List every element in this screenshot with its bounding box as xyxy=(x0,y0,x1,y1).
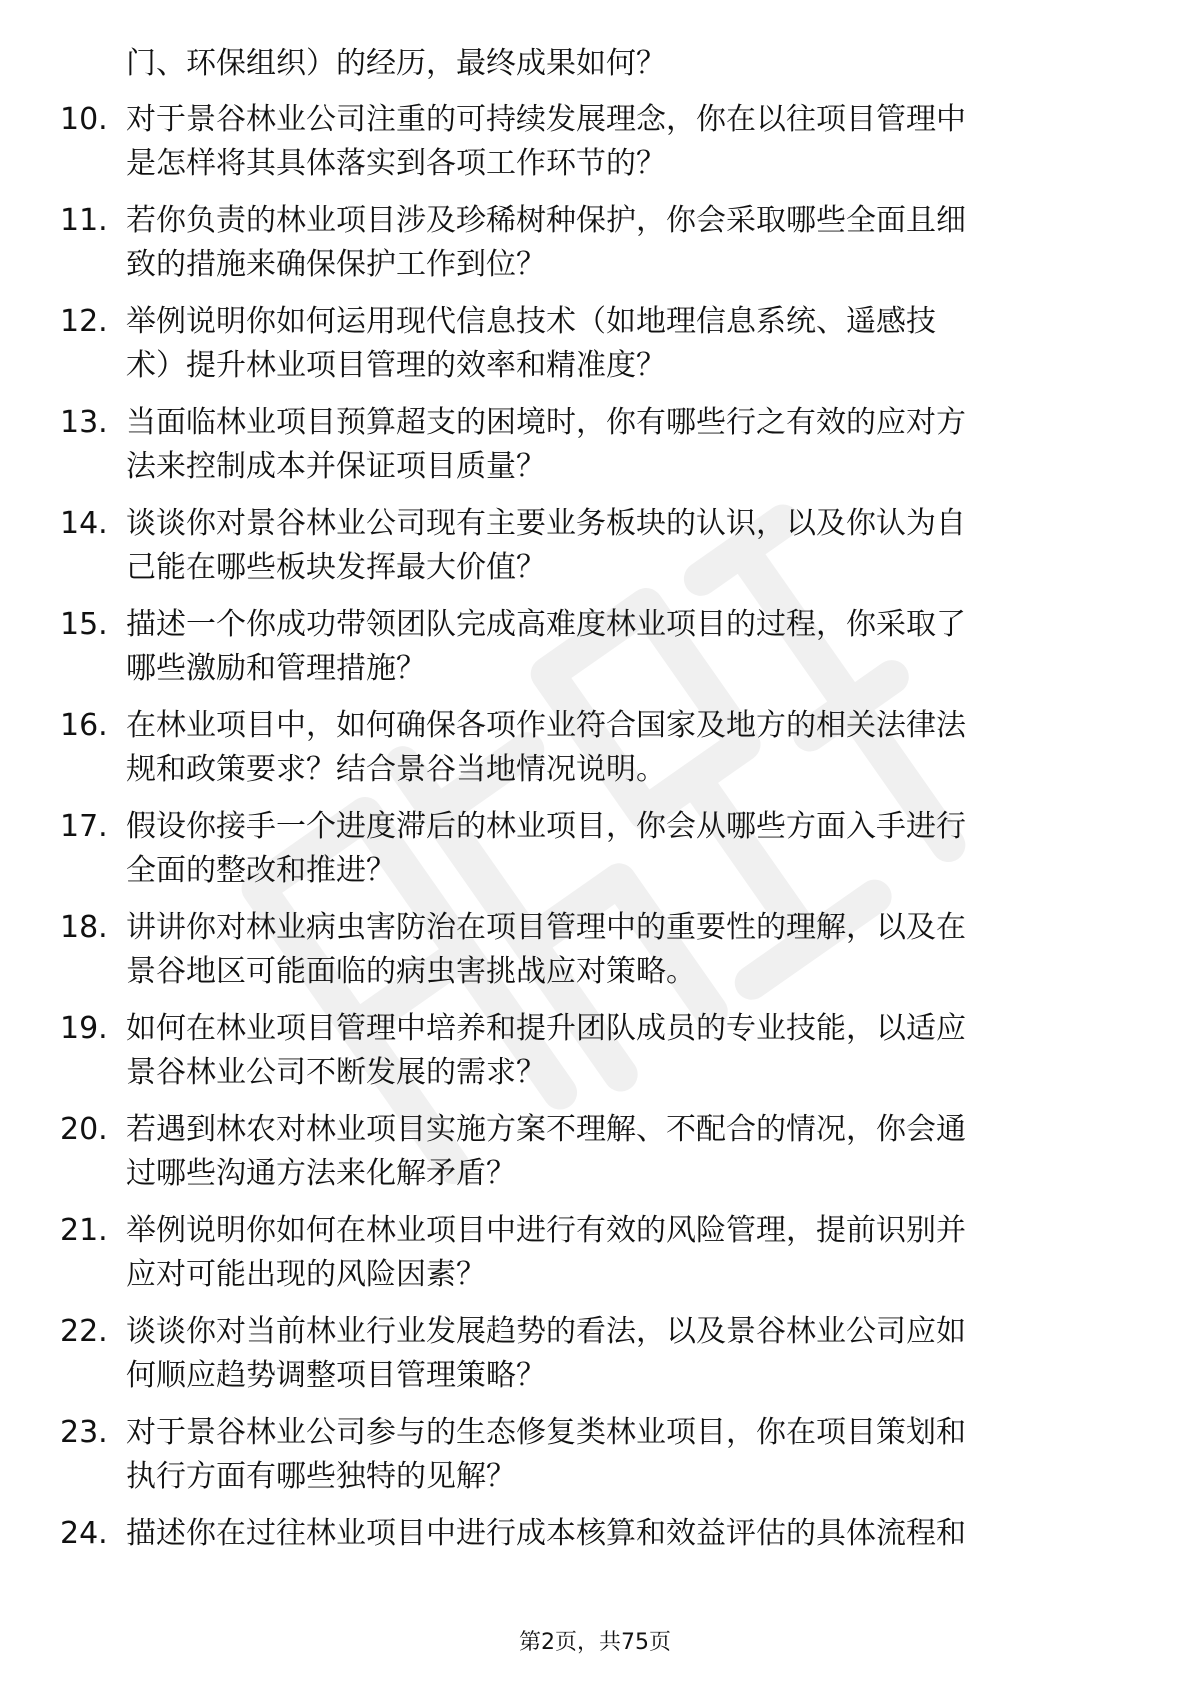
question-item xyxy=(60,199,1120,287)
question-line: 当面临林业项目预算超支的困境时，你有哪些行之有效的应对方 xyxy=(126,405,966,440)
question-item xyxy=(60,300,1120,388)
question-line: 术）提升林业项目管理的效率和精准度？ xyxy=(126,348,666,383)
question-line: 举例说明你如何运用现代信息技术（如地理信息系统、遥感技 xyxy=(126,304,936,339)
question-number: 14. xyxy=(60,506,108,541)
question-line: 举例说明你如何在林业项目中进行有效的风险管理，提前识别并 xyxy=(126,1213,966,1248)
question-line: 何顺应趋势调整项目管理策略？ xyxy=(126,1358,546,1393)
question-number: 23. xyxy=(60,1415,108,1450)
question-item xyxy=(60,1108,1120,1196)
question-number: 17. xyxy=(60,809,108,844)
question-item xyxy=(60,603,1120,691)
question-line: 若遇到林农对林业项目实施方案不理解、不配合的情况，你会通 xyxy=(126,1112,966,1147)
question-item xyxy=(60,1512,1120,1600)
question-line: 假设你接手一个进度滞后的林业项目，你会从哪些方面入手进行 xyxy=(126,809,966,844)
question-line: 是怎样将其具体落实到各项工作环节的？ xyxy=(126,146,666,181)
question-text xyxy=(126,704,1120,792)
question-text xyxy=(126,805,1120,893)
question-line: 应对可能出现的风险因素？ xyxy=(126,1257,486,1292)
page-footer: 第2页，共75页 xyxy=(519,1630,671,1655)
question-number: 13. xyxy=(60,405,108,440)
question-line: 讲讲你对林业病虫害防治在项目管理中的重要性的理解，以及在 xyxy=(126,910,966,945)
question-item xyxy=(60,1209,1120,1297)
question-number: 10. xyxy=(60,102,108,137)
question-line: 全面的整改和推进？ xyxy=(126,853,396,888)
question-text xyxy=(126,300,1120,388)
question-line: 谈谈你对景谷林业公司现有主要业务板块的认识，以及你认为自 xyxy=(126,506,966,541)
question-list xyxy=(60,98,1120,1600)
question-text xyxy=(126,1411,1120,1499)
question-text xyxy=(126,1512,1120,1556)
question-number: 19. xyxy=(60,1011,108,1046)
question-text xyxy=(126,1108,1120,1196)
question-line: 描述你在过往林业项目中进行成本核算和效益评估的具体流程和 xyxy=(126,1516,966,1551)
question-number: 21. xyxy=(60,1213,108,1248)
question-number: 22. xyxy=(60,1314,108,1349)
question-line: 对于景谷林业公司参与的生态修复类林业项目，你在项目策划和 xyxy=(126,1415,966,1450)
question-number: 15. xyxy=(60,607,108,642)
question-text xyxy=(126,603,1120,691)
question-line: 致的措施来确保保护工作到位？ xyxy=(126,247,546,282)
question-line: 法来控制成本并保证项目质量？ xyxy=(126,449,546,484)
question-line: 如何在林业项目管理中培养和提升团队成员的专业技能，以适应 xyxy=(126,1011,966,1046)
question-text xyxy=(126,401,1120,489)
question-number: 16. xyxy=(60,708,108,743)
question-text xyxy=(126,906,1120,994)
question-line: 若你负责的林业项目涉及珍稀树种保护，你会采取哪些全面且细 xyxy=(126,203,966,238)
question-item xyxy=(60,906,1120,994)
question-text xyxy=(126,98,1120,186)
question-line: 己能在哪些板块发挥最大价值？ xyxy=(126,550,546,585)
question-line: 在林业项目中，如何确保各项作业符合国家及地方的相关法律法 xyxy=(126,708,966,743)
question-number: 11. xyxy=(60,203,108,238)
question-item xyxy=(60,1007,1120,1095)
continued-question-text: 门、环保组织）的经历，最终成果如何？ xyxy=(126,46,666,81)
question-line: 哪些激励和管理措施？ xyxy=(126,651,426,686)
question-text xyxy=(126,502,1120,590)
page-content xyxy=(60,42,1120,1613)
question-item xyxy=(60,1411,1120,1499)
question-text xyxy=(126,199,1120,287)
question-number: 24. xyxy=(60,1516,108,1551)
question-item xyxy=(60,98,1120,186)
question-item xyxy=(60,401,1120,489)
question-line: 过哪些沟通方法来化解矛盾？ xyxy=(126,1156,516,1191)
question-line: 谈谈你对当前林业行业发展趋势的看法，以及景谷林业公司应如 xyxy=(126,1314,966,1349)
question-text xyxy=(126,1310,1120,1398)
question-number: 12. xyxy=(60,304,108,339)
question-line: 执行方面有哪些独特的见解？ xyxy=(126,1459,516,1494)
question-item xyxy=(60,1310,1120,1398)
question-line: 描述一个你成功带领团队完成高难度林业项目的过程，你采取了 xyxy=(126,607,966,642)
question-line: 对于景谷林业公司注重的可持续发展理念，你在以往项目管理中 xyxy=(126,102,966,137)
question-item xyxy=(60,805,1120,893)
question-line: 景谷林业公司不断发展的需求？ xyxy=(126,1055,546,1090)
question-number: 20. xyxy=(60,1112,108,1147)
question-item xyxy=(60,704,1120,792)
question-text xyxy=(126,1007,1120,1095)
question-text xyxy=(126,1209,1120,1297)
question-line: 景谷地区可能面临的病虫害挑战应对策略。 xyxy=(126,954,696,989)
question-line: 规和政策要求？结合景谷当地情况说明。 xyxy=(126,752,666,787)
question-number: 18. xyxy=(60,910,108,945)
question-item xyxy=(60,502,1120,590)
